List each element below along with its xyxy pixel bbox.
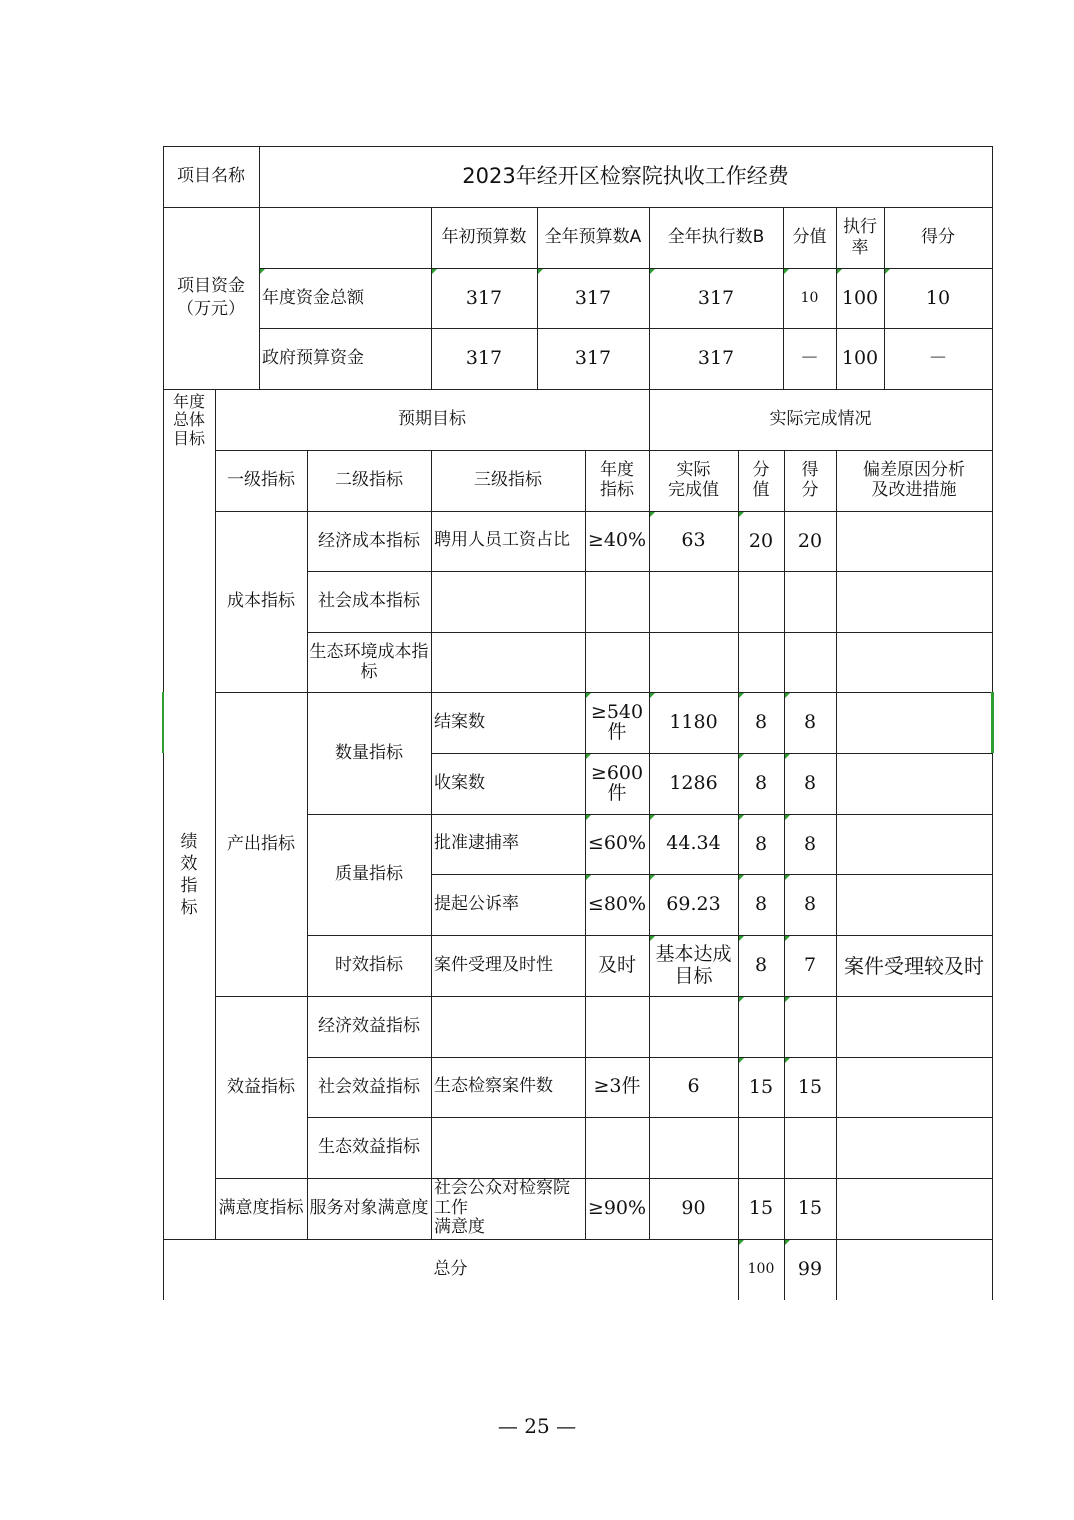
funds-cell: 317 xyxy=(574,347,612,370)
annual-target: ≥3件 xyxy=(593,1075,641,1098)
cell-selection-edge xyxy=(991,692,994,753)
cell-corner-marker xyxy=(650,693,655,698)
level2-indicator: 生态效益指标 xyxy=(318,1137,420,1158)
funds-col-header: 全年执行数B xyxy=(667,227,765,248)
funds-col-header: 分值 xyxy=(792,227,827,248)
total-value: 100 xyxy=(747,1261,775,1278)
score-value: 8 xyxy=(754,954,768,977)
cell-corner-marker xyxy=(785,936,790,941)
total-label: 总分 xyxy=(433,1259,468,1280)
annual-target xyxy=(585,1117,649,1178)
cell-corner-marker xyxy=(739,693,744,698)
funds-col-header: 执行率 xyxy=(843,217,877,258)
annual-target: ≥40% xyxy=(587,529,647,552)
annual-target xyxy=(585,571,649,632)
funds-cell: 317 xyxy=(465,347,503,370)
cell-corner-marker xyxy=(785,1058,790,1063)
level1-indicator: 成本指标 xyxy=(227,591,295,612)
deviation-reason xyxy=(836,1178,992,1239)
actual-value: 基本达成 目标 xyxy=(655,942,732,987)
level1-indicator: 满意度指标 xyxy=(218,1198,304,1219)
annual-target: 及时 xyxy=(597,953,636,976)
actual-value xyxy=(649,632,738,692)
annual-target: ≥90% xyxy=(587,1196,647,1219)
score xyxy=(784,996,836,1057)
page-number: — 25 — xyxy=(497,1414,577,1438)
level3-indicator: 结案数 xyxy=(434,711,485,732)
level3-indicator xyxy=(431,996,585,1057)
actual-value xyxy=(649,1117,738,1178)
level2-indicator: 服务对象满意度 xyxy=(309,1198,429,1219)
score-value xyxy=(738,1117,784,1178)
cell-corner-marker xyxy=(885,269,890,274)
level1-indicator: 效益指标 xyxy=(227,1076,295,1097)
funds-cell: 317 xyxy=(465,286,503,309)
score: 8 xyxy=(803,711,817,734)
cell-corner-marker xyxy=(538,269,543,274)
cell-corner-marker xyxy=(785,815,790,820)
annual-target: ≤80% xyxy=(587,892,647,915)
cell-corner-marker xyxy=(432,269,437,274)
perf-col-header: 年度 指标 xyxy=(600,459,634,500)
funds-col-header: 年初预算数 xyxy=(441,227,527,248)
deviation-reason xyxy=(836,753,992,814)
score-value xyxy=(738,571,784,632)
annual-target: ≥600 件 xyxy=(590,761,644,804)
actual-value: 69.23 xyxy=(666,892,721,915)
funds-cell: 317 xyxy=(574,286,612,309)
actual-value: 1286 xyxy=(669,771,718,794)
actual-value: 63 xyxy=(681,529,706,552)
score-value xyxy=(738,996,784,1057)
level3-indicator xyxy=(431,1117,585,1178)
annual-target xyxy=(585,632,649,692)
level2-indicator: 经济效益指标 xyxy=(318,1016,420,1037)
annual-target: ≥540 件 xyxy=(590,700,644,743)
cell-corner-marker xyxy=(785,1240,790,1245)
score-value: 15 xyxy=(748,1197,774,1220)
actual-value: 90 xyxy=(681,1196,706,1219)
cell-corner-marker xyxy=(785,997,790,1002)
cell-corner-marker xyxy=(650,936,655,941)
score xyxy=(784,632,836,692)
funds-label: 项目资金 （万元） xyxy=(177,276,245,319)
score xyxy=(784,571,836,632)
score: 8 xyxy=(803,772,817,795)
cell-corner-marker xyxy=(785,875,790,880)
level2-indicator: 质量指标 xyxy=(335,864,403,885)
actual-value: 1180 xyxy=(669,710,718,733)
score: 8 xyxy=(803,893,817,916)
funds-col-header: 全年预算数A xyxy=(544,227,642,248)
funds-cell: 10 xyxy=(925,286,951,309)
perf-side-label: 绩 效 指 标 xyxy=(180,831,198,919)
project-name-label: 项目名称 xyxy=(177,166,245,187)
funds-row-name: 政府预算资金 xyxy=(262,348,364,369)
cell-corner-marker xyxy=(739,875,744,880)
score: 15 xyxy=(797,1197,823,1220)
level2-indicator: 社会效益指标 xyxy=(318,1076,420,1097)
cell-corner-marker xyxy=(739,936,744,941)
cell-corner-marker xyxy=(586,693,591,698)
annual-target xyxy=(585,996,649,1057)
level1-indicator: 产出指标 xyxy=(227,833,295,854)
annual-target: ≤60% xyxy=(587,832,647,855)
level2-indicator: 生态环境成本指标 xyxy=(309,641,429,682)
project-name: 2023年经开区检察院执收工作经费 xyxy=(462,163,789,188)
actual-value: 6 xyxy=(687,1075,700,1098)
score-value: 8 xyxy=(754,893,768,916)
annual-goal-label: 年度 总体 目标 xyxy=(172,392,205,448)
score: 20 xyxy=(797,529,823,552)
score-value: 8 xyxy=(754,772,768,795)
score-value: 15 xyxy=(748,1075,774,1098)
level3-indicator: 批准逮捕率 xyxy=(434,833,519,854)
level3-indicator: 提起公诉率 xyxy=(434,893,519,914)
level3-indicator: 案件受理及时性 xyxy=(434,954,553,975)
actual-completion-header: 实际完成情况 xyxy=(769,409,872,430)
deviation-reason xyxy=(836,1117,992,1178)
cell-corner-marker xyxy=(739,512,744,517)
perf-col-header: 偏差原因分析 及改进措施 xyxy=(863,459,965,500)
cell-corner-marker xyxy=(739,754,744,759)
actual-value xyxy=(649,996,738,1057)
deviation-reason: 案件受理较及时 xyxy=(844,953,984,978)
perf-col-header: 一级指标 xyxy=(227,469,295,490)
score-value xyxy=(738,632,784,692)
deviation-reason xyxy=(836,511,992,571)
score-value: 8 xyxy=(754,711,768,734)
cell-corner-marker xyxy=(837,269,842,274)
cell-selection-edge xyxy=(162,692,164,753)
level2-indicator: 数量指标 xyxy=(335,742,403,763)
cell-corner-marker xyxy=(586,875,591,880)
actual-value xyxy=(649,571,738,632)
perf-col-header: 得 分 xyxy=(801,459,819,500)
cell-corner-marker xyxy=(785,754,790,759)
cell-corner-marker xyxy=(784,269,789,274)
level3-indicator: 收案数 xyxy=(434,772,485,793)
funds-cell: 100 xyxy=(841,286,879,309)
cell-corner-marker xyxy=(650,512,655,517)
score-value: 8 xyxy=(754,832,768,855)
level2-indicator: 时效指标 xyxy=(335,955,403,976)
cell-corner-marker xyxy=(650,875,655,880)
level3-indicator: 生态检察案件数 xyxy=(434,1076,553,1097)
level3-indicator xyxy=(431,571,585,632)
funds-cell: 317 xyxy=(697,286,735,309)
cell-corner-marker xyxy=(739,1240,744,1245)
total-score: 99 xyxy=(797,1258,823,1281)
cell-corner-marker xyxy=(586,754,591,759)
deviation-reason xyxy=(836,996,992,1057)
cell-corner-marker xyxy=(739,997,744,1002)
actual-value: 44.34 xyxy=(666,832,721,855)
score xyxy=(784,1117,836,1178)
perf-col-header: 实际 完成值 xyxy=(668,459,719,500)
cell-corner-marker xyxy=(739,1058,744,1063)
score: 15 xyxy=(797,1075,823,1098)
deviation-reason xyxy=(836,814,992,874)
deviation-reason xyxy=(836,1057,992,1117)
deviation-reason xyxy=(836,632,992,692)
funds-cell: 317 xyxy=(697,347,735,370)
expected-goal-header: 预期目标 xyxy=(398,409,466,430)
funds-cell: 10 xyxy=(800,289,819,306)
funds-col-header: 得分 xyxy=(921,227,955,248)
funds-cell: － xyxy=(928,347,948,370)
cell-corner-marker xyxy=(785,693,790,698)
level2-indicator: 社会成本指标 xyxy=(318,591,420,612)
cell-corner-marker xyxy=(650,815,655,820)
perf-col-header: 分 值 xyxy=(752,459,770,500)
cell-corner-marker xyxy=(650,269,655,274)
cell-corner-marker xyxy=(586,815,591,820)
score: 8 xyxy=(803,832,817,855)
level2-indicator: 经济成本指标 xyxy=(318,530,420,551)
funds-cell: － xyxy=(799,347,819,370)
cell-corner-marker xyxy=(260,269,265,274)
level3-indicator: 聘用人员工资占比 xyxy=(434,530,570,551)
level3-indicator xyxy=(431,632,585,692)
funds-row-name: 年度资金总额 xyxy=(262,287,364,308)
deviation-reason xyxy=(836,874,992,935)
funds-cell: 100 xyxy=(841,347,879,370)
score-value: 20 xyxy=(748,529,774,552)
perf-col-header: 二级指标 xyxy=(335,469,403,490)
cell-corner-marker xyxy=(739,815,744,820)
level3-indicator: 社会公众对检察院工作 满意度 xyxy=(434,1178,570,1238)
perf-col-header: 三级指标 xyxy=(474,469,542,490)
score: 7 xyxy=(803,954,817,977)
deviation-reason xyxy=(836,692,992,753)
deviation-reason xyxy=(836,571,992,632)
